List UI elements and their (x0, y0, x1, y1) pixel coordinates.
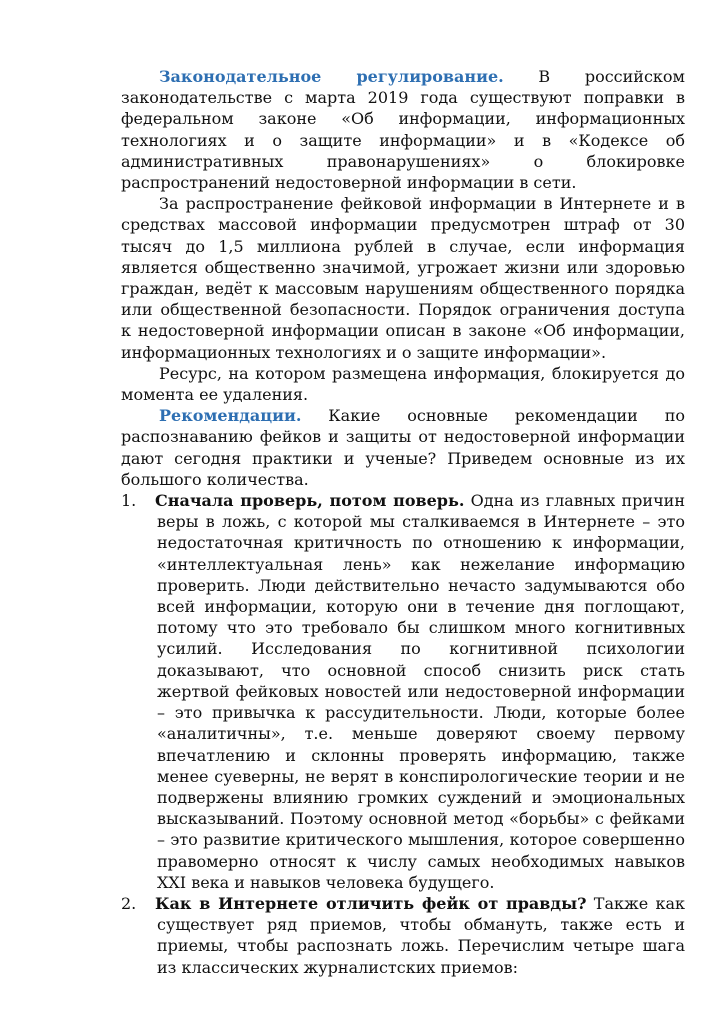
list-item (121, 490, 685, 893)
list-item-text: Одна из главных причин веры в ложь, с которой мы сталкиваемся в Интернете – это недостаточная критичность по отношению к информации, «интеллектуальная лень» как нежелание информацию проверить. Люди действительно нечасто задумываются обо всей информации, которую они в течение дня поглощают, потому что это требовало бы слишком много когнитивных усилий. Исследования по когнитивной психологии доказывают, что основной способ снизить риск стать жертвой фейковых новостей или недостоверной информации – это привычка к рассудительности. Люди, которые более «аналитичны», т.е. меньше доверяют своему первому впечатлению и склонны проверять информацию, также менее суеверны, не верят в конспирологические теории и не подвержены влиянию громких суждений и эмоциональных высказываний. Поэтому основной метод «борьбы» с фейками – это развитие критического мышления, которое совершенно правомерно относят к числу самых необходимых навыков XXI века и навыков человека будущего. (157, 491, 685, 892)
document-page (121, 66, 685, 978)
list-item (121, 893, 685, 978)
list-item-number: 1. (121, 491, 137, 511)
list-item-text: Также как существует ряд приемов, чтобы обмануть, также есть и приемы, чтобы распознать ложь. Перечислим четыре шага из классических журналистских приемов: (157, 893, 685, 977)
paragraph-recommendations (121, 405, 685, 490)
paragraph-legislation (121, 66, 685, 193)
heading-recommendations: Рекомендации. (159, 406, 302, 426)
paragraph-fines: За распространение фейковой информации в Интернете и в средствах массовой информации предусмотрен штраф от 30 тысяч до 1,5 миллиона рублей в случае, если информация является общественно значимой, угрожает жизни или здоровью граждан, ведёт к массовым нарушениям общественного порядка или общественной безопасности. Порядок ограничения доступа к недостоверной информации описан в законе «Об информации, информационных технологиях и о защите информации». (121, 194, 685, 362)
list-item-number: 2. (121, 893, 137, 913)
list-item-title: Сначала проверь, потом поверь. (155, 491, 465, 511)
list-item-title: Как в Интернете отличить фейк от правды? (155, 893, 587, 913)
paragraph-text: В российском законодательстве с марта 2019 года существуют поправки в федеральном законе «Об информации, информационных технологиях и о защите информации» и в «Кодексе об административных правонарушениях» о блокировке распространений недостоверной информации в сети. (121, 67, 685, 193)
heading-legislation: Законодательное регулирование. (159, 67, 504, 86)
paragraph-blocking: Ресурс, на котором размещена информация, блокируется до момента ее удаления. (121, 363, 685, 405)
paragraph-text: Какие основные рекомендации по распознаванию фейков и защиты от недостоверной информации дают сегодня практики и ученые? Приведем основные из их большого количества. (121, 406, 685, 489)
recommendations-list (121, 490, 685, 978)
